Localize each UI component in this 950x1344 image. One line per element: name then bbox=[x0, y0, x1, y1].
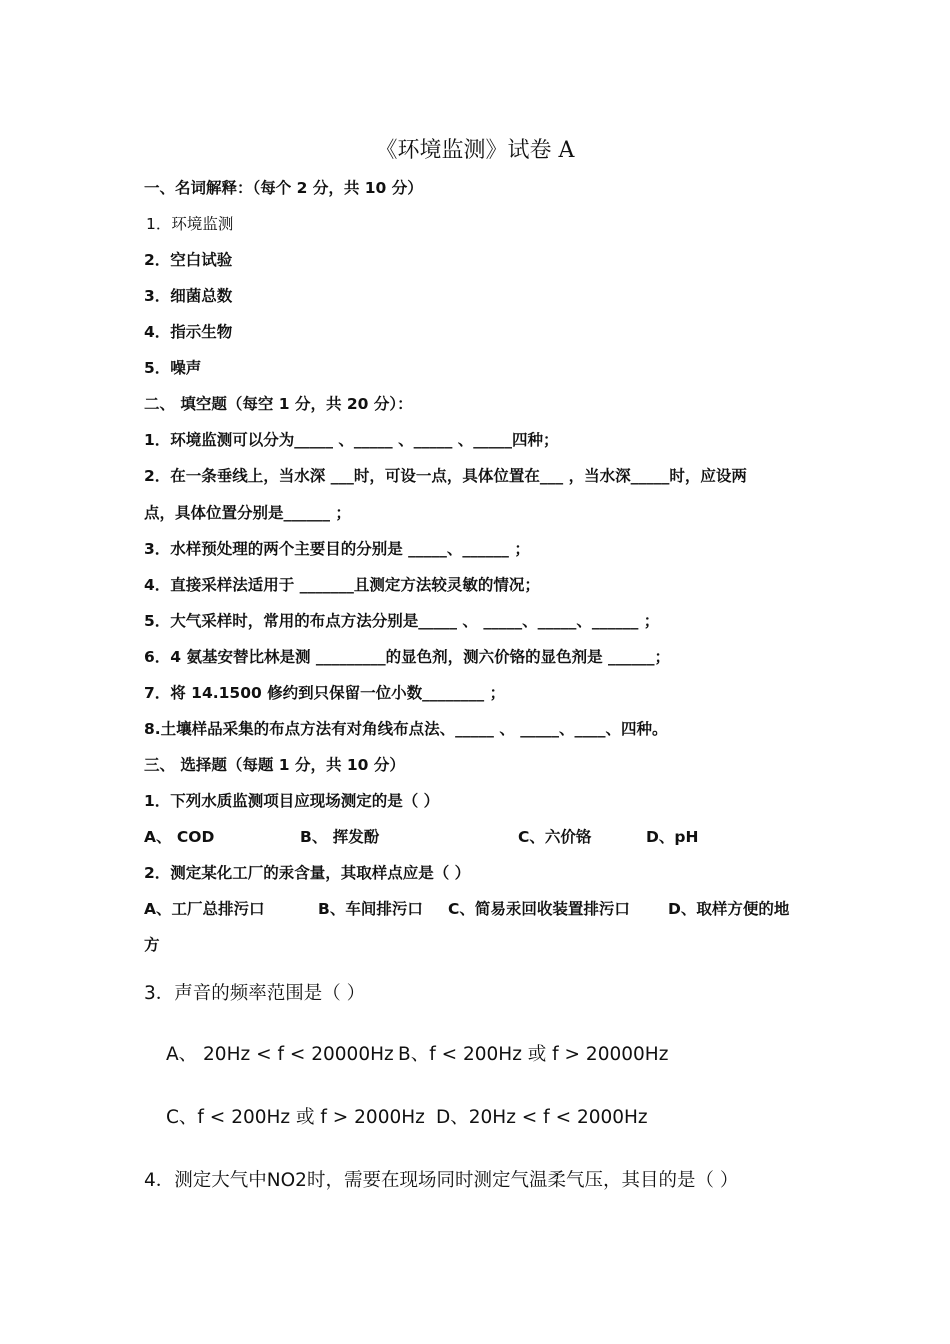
option-a: A、 20Hz < f < 20000Hz bbox=[166, 1044, 394, 1065]
option-a: A、 COD bbox=[144, 828, 215, 846]
option-wrap: 方 bbox=[144, 936, 160, 954]
option-b: B、车间排污口 bbox=[318, 900, 423, 918]
term-item: 2．空白试验 bbox=[144, 251, 233, 269]
section1-heading: 一、名词解释：（每个 2 分，共 10 分） bbox=[144, 179, 423, 197]
section3-heading: 三、 选择题（每题 1 分，共 10 分） bbox=[144, 756, 405, 774]
term-item: 5．噪声 bbox=[144, 359, 202, 377]
option-d: D、取样方便的地 bbox=[668, 900, 790, 918]
option-b: B、 挥发酚 bbox=[300, 828, 380, 846]
fill-question: 6．4 氨基安替比林是测 _________的显色剂，测六价铬的显色剂是 ______； bbox=[144, 648, 671, 666]
fill-question: 5．大气采样时，常用的布点方法分别是_____ 、 _____、_____、______ ； bbox=[144, 612, 660, 630]
fill-question: 8.土壤样品采集的布点方法有对角线布点法、_____ 、 _____、____、四种。 bbox=[144, 720, 668, 738]
term-item: 1．环境监测 bbox=[146, 215, 234, 233]
term-item: 4．指示生物 bbox=[144, 323, 233, 341]
exam-title: 《环境监测》试卷 A bbox=[375, 138, 575, 163]
term-item: 3．细菌总数 bbox=[144, 287, 233, 305]
option-c: C、六价铬 bbox=[518, 828, 592, 846]
option-b: B、f < 200Hz 或 f > 20000Hz bbox=[398, 1044, 669, 1065]
fill-question: 4．直接采样法适用于 _______且测定方法较灵敏的情况； bbox=[144, 576, 540, 594]
fill-question: 1．环境监测可以分为_____ 、_____ 、_____ 、_____四种； bbox=[144, 431, 559, 449]
fill-question-continued: 点，具体位置分别是______ ； bbox=[144, 504, 351, 522]
option-c: C、简易汞回收装置排污口 bbox=[448, 900, 630, 918]
section2-heading: 二、 填空题（每空 1 分，共 20 分）： bbox=[144, 395, 413, 413]
fill-question: 7．将 14.1500 修约到只保留一位小数________ ； bbox=[144, 684, 506, 702]
option-a: A、工厂总排污口 bbox=[144, 900, 265, 918]
choice-question: 2．测定某化工厂的汞含量，其取样点应是（ ） bbox=[144, 864, 471, 882]
option-d: D、20Hz < f < 2000Hz bbox=[436, 1107, 648, 1128]
fill-question: 3．水样预处理的两个主要目的分别是 _____、______ ； bbox=[144, 540, 530, 558]
choice-question: 3．声音的频率范围是（ ） bbox=[144, 983, 366, 1004]
choice-question: 4．测定大气中NO2时，需要在现场同时测定气温柔气压，其目的是（ ） bbox=[144, 1170, 739, 1191]
fill-question: 2．在一条垂线上，当水深 ___时，可设一点，具体位置在___ ，当水深_____时，应设两 bbox=[144, 467, 747, 485]
choice-question: 1．下列水质监测项目应现场测定的是（ ） bbox=[144, 792, 440, 810]
option-c: C、f < 200Hz 或 f > 2000Hz bbox=[166, 1107, 425, 1128]
option-d: D、pH bbox=[646, 828, 699, 846]
